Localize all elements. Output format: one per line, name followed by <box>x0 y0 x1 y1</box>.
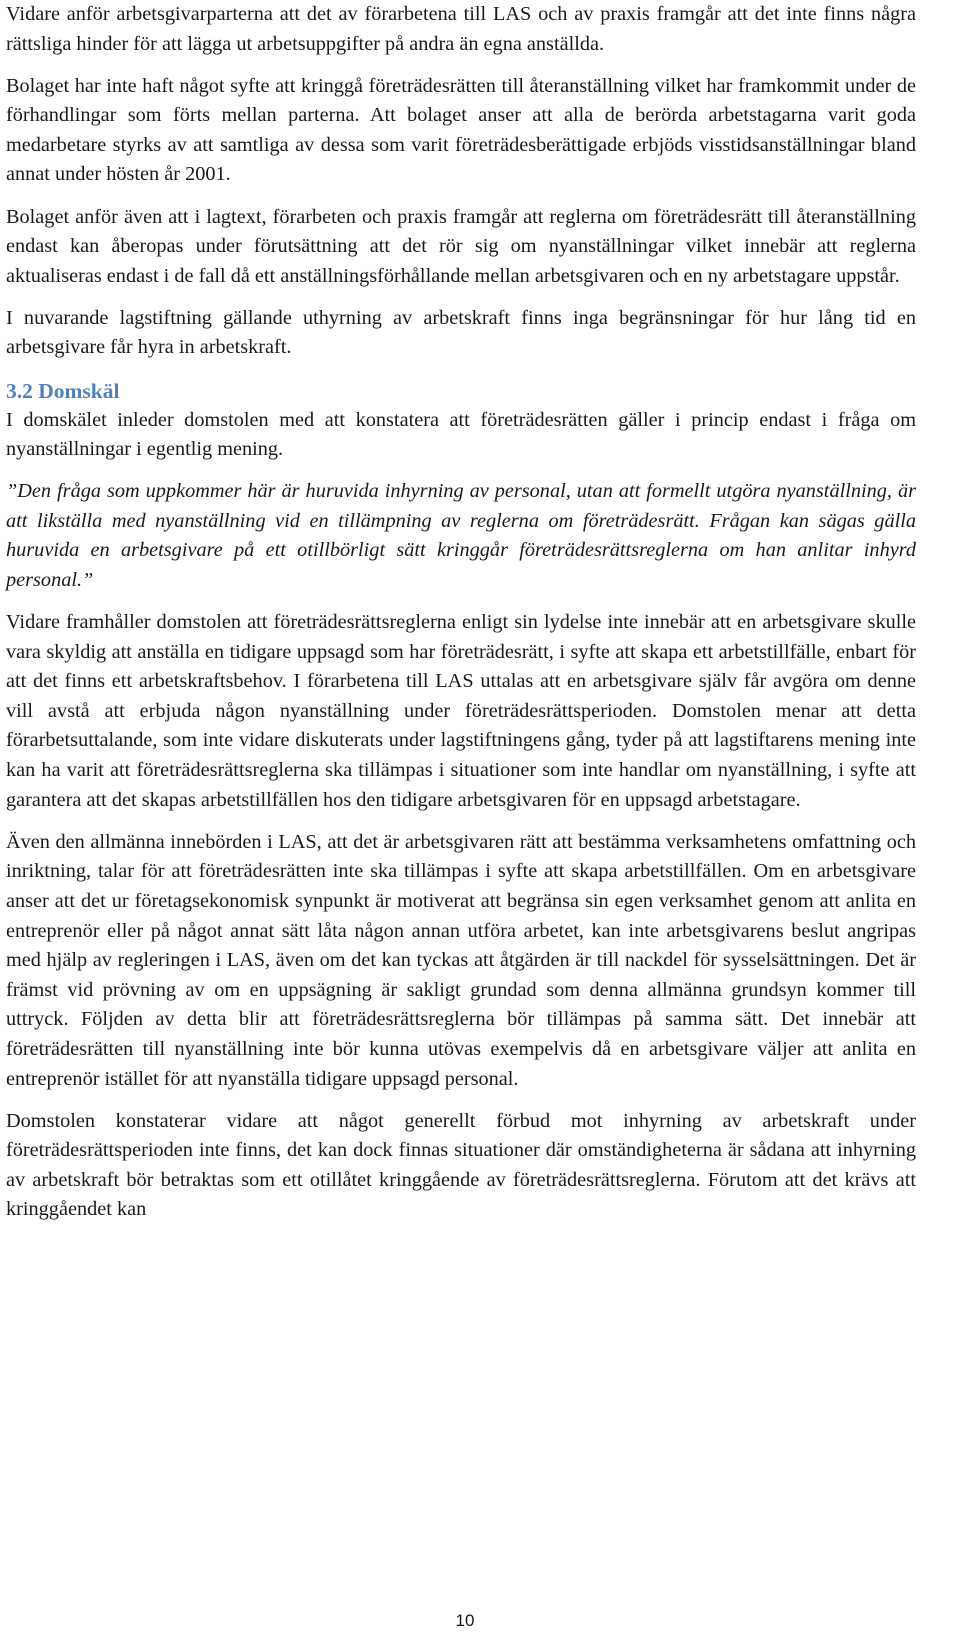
paragraph: Även den allmänna innebörden i LAS, att det är arbetsgivaren rätt att bestämma verksamhetens omfattning och inriktning, talar för att företrädesrätten inte ska tillämpas i syfte att skapa arbetstillfällen. Om en arbetsgivare anser att det ur företagsekonomisk synpunkt är motiverat att begränsa sin egen verksamhet genom att anlita en entreprenör eller på något annat sätt låta någon annan utföra arbetet, kan inte arbetsgivarens beslut angripas med hjälp av regleringen i LAS, även om det kan tyckas att åtgärden är till nackdel för sysselsättningen. Det är främst vid prövning av om en uppsägning är sakligt grundad som denna allmänna grundsyn kommer till uttryck. Följden av detta blir att företrädesrättsreglerna bör tillämpas på samma sätt. Det innebär att företrädesrätten till nyanställning inte bör kunna utövas exempelvis då en arbetsgivare väljer att anlita en entreprenör istället för att nyanställa tidigare uppsagd personal. <box>6 830 916 1090</box>
block-quote: ”Den fråga som uppkommer här är huruvida inhyrning av personal, utan att formellt utgöra nyanställning, är att likställa med nyanställning vid en tillämpning av reglerna om företrädesrätt. Frågan kan sägas gälla huruvida en arbetsgivare på ett otillbörligt sätt kringgår företrädesrättsreglerna om han anlitar inhyrd personal.” <box>6 480 916 591</box>
section-heading: 3.2 Domskäl <box>6 378 120 403</box>
paragraph: Bolaget har inte haft något syfte att kringgå företrädesrätten till återanställning vilket har framkommit under de förhandlingar som förts mellan parterna. Att bolaget anser att alla de berörda arbetstagarna varit goda medarbetare styrks av att samtliga av dessa som varit företrädesberättigade erbjöds visstidsanställningar bland annat under hösten år 2001. <box>6 74 916 186</box>
paragraph: I domskälet inleder domstolen med att konstatera att företrädesrätten gäller i princip endast i fråga om nyanställningar i egentlig mening. <box>6 408 916 461</box>
paragraph: Domstolen konstaterar vidare att något generellt förbud mot inhyrning av arbetskraft under företrädesrättsperioden inte finns, det kan dock finnas situationer där omständigheterna är sådana att inhyrning av arbetskraft bör betraktas som ett otillåtet kringgående av företrädesrättsreglerna. Förutom att det krävs att kringgåendet kan <box>6 1109 916 1221</box>
paragraph: Bolaget anför även att i lagtext, förarbeten och praxis framgår att reglerna om företrädesrätt till återanställning endast kan åberopas under förutsättning att det rör sig om nyanställningar vilket innebär att reglerna aktualiseras endast i de fall då ett anställningsförhållande mellan arbetsgivaren och en ny arbetstagare uppstår. <box>6 205 916 287</box>
paragraph: I nuvarande lagstiftning gällande uthyrning av arbetskraft finns inga begränsningar för hur lång tid en arbetsgivare får hyra in arbetskraft. <box>6 306 916 359</box>
paragraph: Vidare framhåller domstolen att företrädesrättsreglerna enligt sin lydelse inte innebär att en arbetsgivare skulle vara skyldig att anställa en tidigare uppsagd som har företrädesrätt, i syfte att skapa ett arbetstillfälle, enbart för att det finns ett arbetskraftsbehov. I förarbetena till LAS uttalas att en arbetsgivare själv får avgöra om denne vill avstå att erbjuda någon nyanställning under företrädesrättsperioden. Domstolen menar att detta förarbetsuttalande, som inte vidare diskuterats under lagstiftningens gång, tyder på att lagstiftarens mening inte kan ha varit att företrädesrättsreglerna ska tillämpas i situationer som inte handlar om nyanställning, i syfte att garantera att det skapas arbetstillfällen hos den tidigare arbetsgivaren för en uppsagd arbetstagare. <box>6 611 916 811</box>
page-number: 10 <box>455 1611 475 1630</box>
paragraph: Vidare anför arbetsgivarparterna att det av förarbetena till LAS och av praxis framgår att det inte finns några rättsliga hinder för att lägga ut arbetsuppgifter på andra än egna anställda. <box>6 3 916 55</box>
document-page <box>6 0 916 1237</box>
